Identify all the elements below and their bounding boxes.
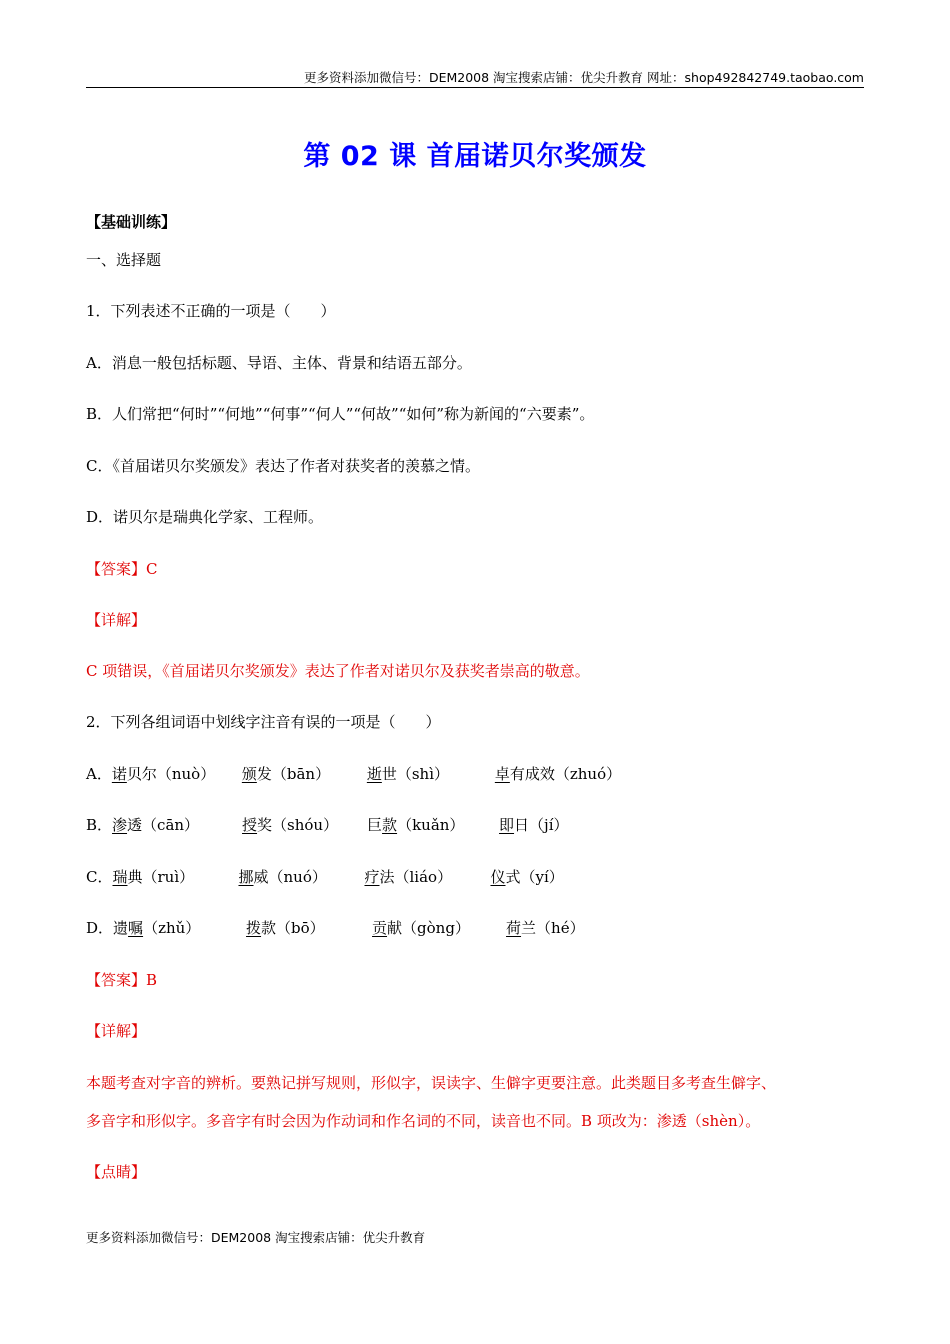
word-item: 授奖（shóu） <box>242 816 339 834</box>
word-item: 诺贝尔（nuò） <box>111 765 216 783</box>
q1-answer: 【答案】C <box>86 560 158 578</box>
q2-option-c <box>86 867 564 887</box>
q1-option-a: A．消息一般包括标题、导语、主体、背景和结语五部分。 <box>86 354 472 372</box>
q2-detail-line-2: 多音字和形似字。多音字有时会因为作动词和作名词的不同，读音也不同。B 项改为：渗透（shèn）。 <box>86 1112 761 1130</box>
q2-option-b <box>86 815 569 835</box>
word-item: 渗透（cān） <box>112 816 200 834</box>
word-item: 即日（jí） <box>499 816 569 834</box>
option-letter: D． <box>86 919 114 937</box>
q2-tip-label: 【点睛】 <box>86 1163 147 1181</box>
q1-stem: 1．下列表述不正确的一项是（ ） <box>86 302 336 320</box>
q1-option-b: B．人们常把“何时”“何地”“何事”“何人”“何故”“如何”称为新闻的“六要素”。 <box>86 405 595 423</box>
page-title: 第 02 课 首届诺贝尔奖颁发 <box>303 141 647 172</box>
page-footer: 更多资料添加微信号：DEM2008 淘宝搜索店铺：优尖升教育 <box>86 1230 426 1245</box>
word-item: 拨款（bō） <box>246 919 325 937</box>
q1-detail: C 项错误，《首届诺贝尔奖颁发》表达了作者对诺贝尔及获奖者崇高的敬意。 <box>86 662 590 680</box>
section-heading: 【基础训练】 <box>86 213 177 231</box>
q2-stem: 2．下列各组词语中划线字注音有误的一项是（ ） <box>86 713 441 731</box>
word-item: 瑞典（ruì） <box>112 868 195 886</box>
word-item: 疗法（liáo） <box>364 868 453 886</box>
page-header: 更多资料添加微信号：DEM2008 淘宝搜索店铺：优尖升教育 网址：shop492842749.taobao.com <box>303 70 864 85</box>
q2-detail-label: 【详解】 <box>86 1022 147 1040</box>
word-item: 巨款（kuǎn） <box>367 816 465 834</box>
word-item: 遗嘱（zhǔ） <box>113 919 201 937</box>
word-item: 逝世（shì） <box>366 765 450 783</box>
q2-option-a <box>86 764 621 784</box>
option-letter: A． <box>86 765 112 783</box>
q2-option-d <box>86 918 585 938</box>
option-letter: B． <box>86 816 113 834</box>
option-letter: C． <box>86 868 113 886</box>
q1-option-c: C．《首届诺贝尔奖颁发》表达了作者对获奖者的羡慕之情。 <box>86 457 480 475</box>
word-item: 仪式（yí） <box>490 868 564 886</box>
header-divider <box>86 87 864 88</box>
q2-answer: 【答案】B <box>86 971 158 989</box>
word-item: 贡献（gòng） <box>372 919 470 937</box>
q1-option-d: D．诺贝尔是瑞典化学家、工程师。 <box>86 508 324 526</box>
word-item: 荷兰（hé） <box>506 919 585 937</box>
word-item: 颁发（bān） <box>241 765 331 783</box>
word-item: 挪威（nuó） <box>238 868 327 886</box>
q2-detail-line-1: 本题考查对字音的辨析。要熟记拼写规则，形似字，误读字、生僻字更要注意。此类题目多考查生僻字、 <box>86 1074 777 1092</box>
subsection-heading: 一、选择题 <box>86 251 162 269</box>
q1-detail-label: 【详解】 <box>86 611 147 629</box>
word-item: 卓有成效（zhuó） <box>494 765 622 783</box>
